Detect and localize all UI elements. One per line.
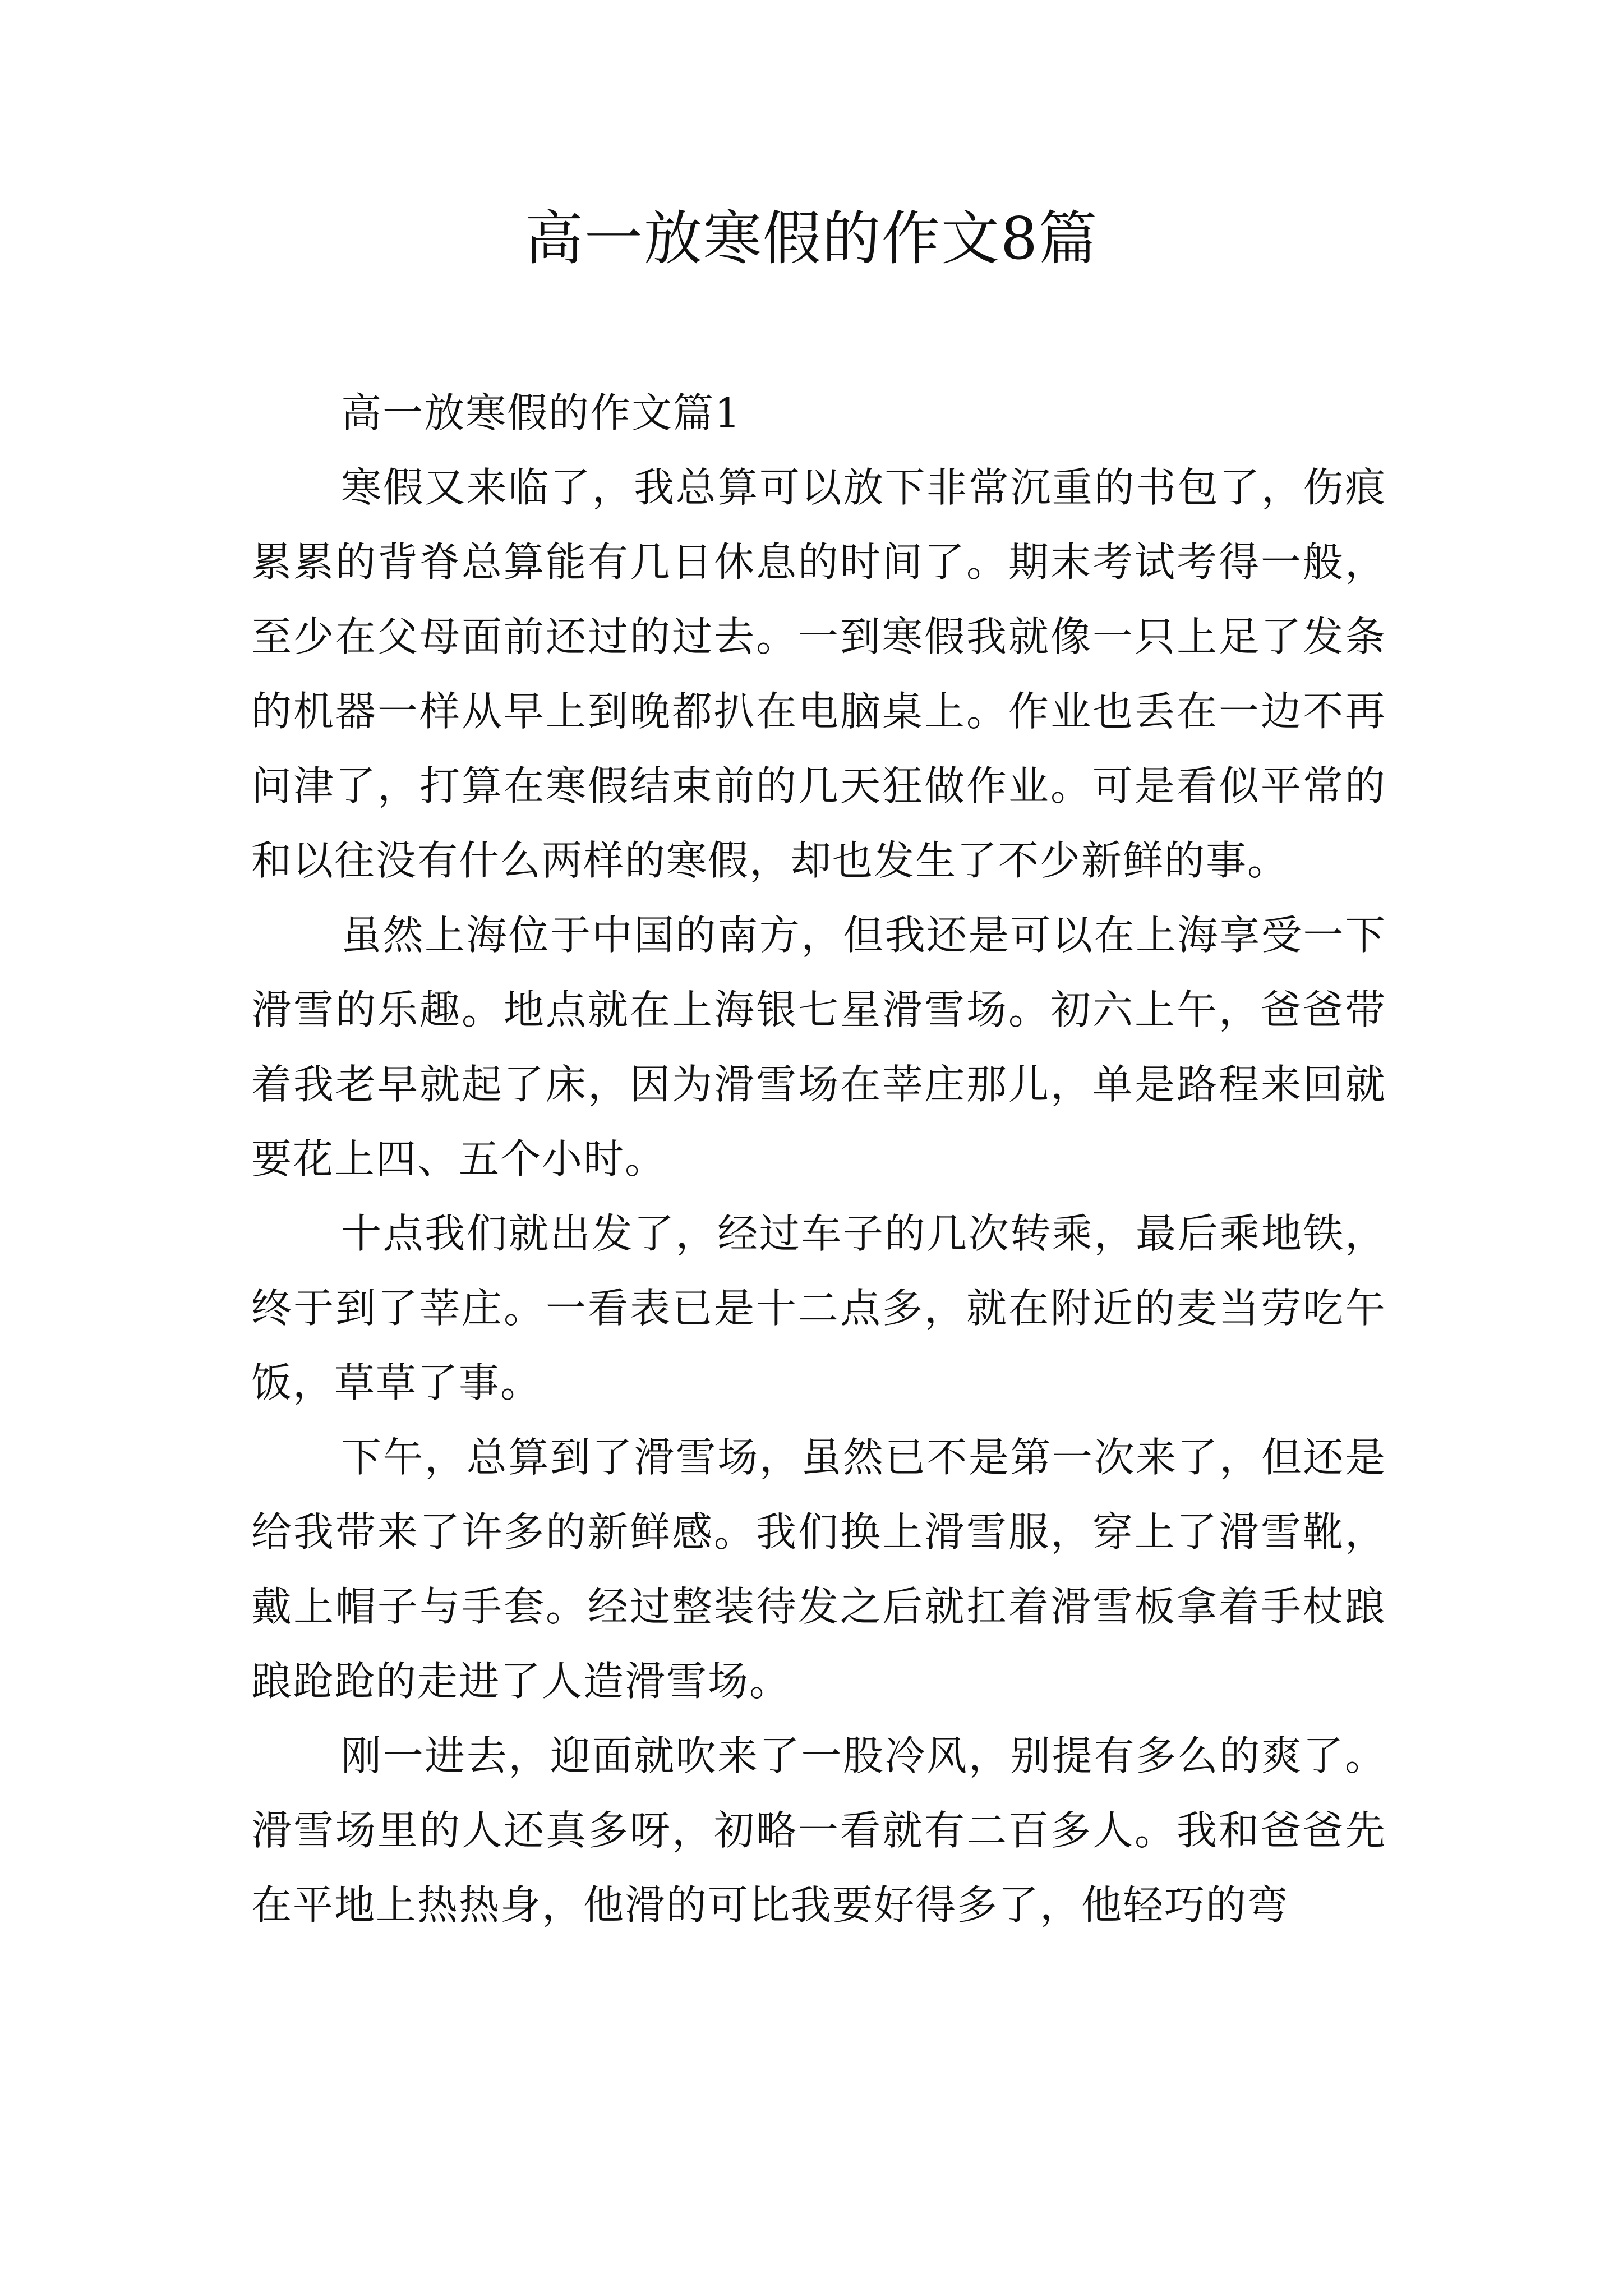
- paragraph: 虽然上海位于中国的南方，但我还是可以在上海享受一下滑雪的乐趣。地点就在上海银七星滑雪场。初六上午，爸爸带着我老早就起了床，因为滑雪场在莘庄那儿，单是路程来回就要花上四、五个小时。: [251, 912, 1386, 1182]
- paragraph: 十点我们就出发了，经过车子的几次转乘，最后乘地铁，终于到了莘庄。一看表已是十二点多，就在附近的麦当劳吃午饭，草草了事。: [251, 1210, 1386, 1406]
- document-title: 高一放寒假的作文8篇: [524, 204, 1099, 273]
- paragraph: 下午，总算到了滑雪场，虽然已不是第一次来了，但还是给我带来了许多的新鲜感。我们换上滑雪服，穿上了滑雪靴，戴上帽子与手套。经过整装待发之后就扛着滑雪板拿着手杖踉踉跄跄的走进了人造滑雪场。: [251, 1434, 1386, 1705]
- paragraph: 刚一进去，迎面就吹来了一股冷风，别提有多么的爽了。滑雪场里的人还真多呀，初略一看就有二百多人。我和爸爸先在平地上热热身，他滑的可比我要好得多了，他轻巧的弯: [251, 1732, 1386, 1929]
- paragraph: 寒假又来临了，我总算可以放下非常沉重的书包了，伤痕累累的背脊总算能有几日休息的时间了。期末考试考得一般，至少在父母面前还过的过去。一到寒假我就像一只上足了发条的机器一样从早上到晚都扒在电脑桌上。作业也丢在一边不再问津了，打算在寒假结束前的几天狂做作业。可是看似平常的和以往没有什么两样的寒假，却也发生了不少新鲜的事。: [251, 464, 1386, 884]
- section-heading: 高一放寒假的作文篇1: [341, 389, 741, 436]
- document-body: [251, 376, 1386, 1943]
